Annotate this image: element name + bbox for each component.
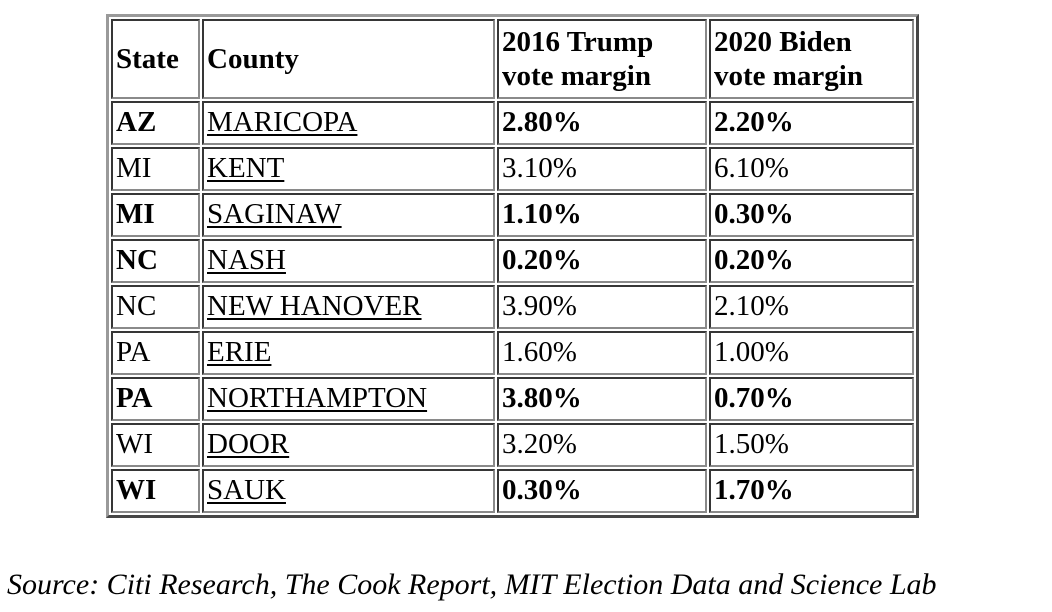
table-body bbox=[111, 101, 914, 513]
county-link[interactable]: SAUK bbox=[207, 474, 286, 507]
table-row bbox=[111, 239, 914, 283]
table-row bbox=[111, 377, 914, 421]
table-row bbox=[111, 101, 914, 145]
trump-margin-cell: 3.20% bbox=[497, 423, 707, 467]
biden-margin-cell: 0.30% bbox=[709, 193, 914, 237]
county-cell bbox=[202, 193, 495, 237]
county-cell bbox=[202, 331, 495, 375]
county-link[interactable]: NORTHAMPTON bbox=[207, 382, 428, 415]
state-cell: WI bbox=[111, 469, 200, 513]
county-link[interactable]: NASH bbox=[207, 244, 286, 277]
trump-margin-cell: 1.60% bbox=[497, 331, 707, 375]
county-cell bbox=[202, 147, 495, 191]
table-row bbox=[111, 285, 914, 329]
county-link[interactable]: DOOR bbox=[207, 428, 290, 461]
county-link[interactable]: SAGINAW bbox=[207, 198, 342, 231]
trump-margin-cell: 0.20% bbox=[497, 239, 707, 283]
vote-margin-table bbox=[106, 14, 919, 518]
trump-margin-cell: 3.80% bbox=[497, 377, 707, 421]
county-cell bbox=[202, 239, 495, 283]
county-cell bbox=[202, 469, 495, 513]
county-link[interactable]: NEW HANOVER bbox=[207, 290, 422, 323]
table-row bbox=[111, 469, 914, 513]
biden-margin-cell: 2.20% bbox=[709, 101, 914, 145]
biden-margin-cell: 1.70% bbox=[709, 469, 914, 513]
state-cell: MI bbox=[111, 193, 200, 237]
state-cell: AZ bbox=[111, 101, 200, 145]
county-link[interactable]: ERIE bbox=[207, 336, 272, 369]
col-header-county: County bbox=[202, 19, 495, 99]
table-row bbox=[111, 331, 914, 375]
biden-margin-cell: 2.10% bbox=[709, 285, 914, 329]
table-row bbox=[111, 147, 914, 191]
biden-margin-cell: 1.50% bbox=[709, 423, 914, 467]
table-row bbox=[111, 423, 914, 467]
state-cell: NC bbox=[111, 239, 200, 283]
county-link[interactable]: MARICOPA bbox=[207, 106, 358, 139]
trump-margin-cell: 0.30% bbox=[497, 469, 707, 513]
county-cell bbox=[202, 377, 495, 421]
col-header-biden-margin: 2020 Biden vote margin bbox=[709, 19, 914, 99]
county-cell bbox=[202, 101, 495, 145]
biden-margin-cell: 6.10% bbox=[709, 147, 914, 191]
state-cell: WI bbox=[111, 423, 200, 467]
trump-margin-cell: 3.90% bbox=[497, 285, 707, 329]
county-cell bbox=[202, 423, 495, 467]
trump-margin-cell: 2.80% bbox=[497, 101, 707, 145]
state-cell: PA bbox=[111, 331, 200, 375]
source-note: Source: Citi Research, The Cook Report, MIT Election Data and Science Lab bbox=[7, 568, 937, 601]
trump-margin-cell: 3.10% bbox=[497, 147, 707, 191]
state-cell: PA bbox=[111, 377, 200, 421]
county-cell bbox=[202, 285, 495, 329]
header-row bbox=[111, 19, 914, 99]
biden-margin-cell: 0.20% bbox=[709, 239, 914, 283]
biden-margin-cell: 1.00% bbox=[709, 331, 914, 375]
table-header bbox=[111, 19, 914, 99]
col-header-state: State bbox=[111, 19, 200, 99]
state-cell: MI bbox=[111, 147, 200, 191]
state-cell: NC bbox=[111, 285, 200, 329]
col-header-trump-margin: 2016 Trump vote margin bbox=[497, 19, 707, 99]
county-link[interactable]: KENT bbox=[207, 152, 285, 185]
trump-margin-cell: 1.10% bbox=[497, 193, 707, 237]
table-row bbox=[111, 193, 914, 237]
biden-margin-cell: 0.70% bbox=[709, 377, 914, 421]
